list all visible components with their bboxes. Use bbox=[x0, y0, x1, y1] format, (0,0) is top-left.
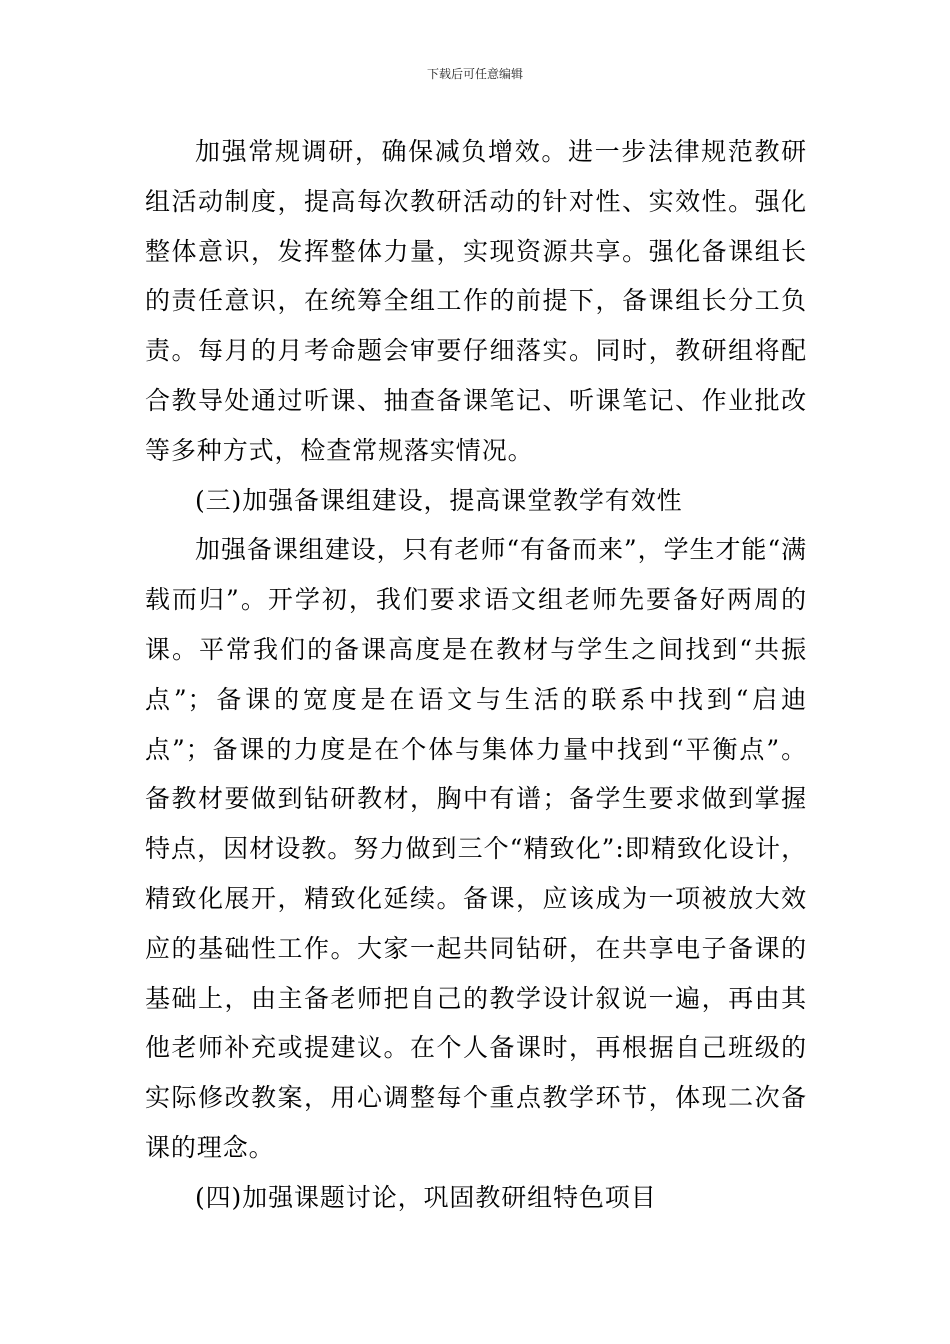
section-heading-three: (三)加强备课组建设，提高课堂教学有效性 bbox=[195, 485, 683, 515]
paragraph-lesson-prep: 加强备课组建设，只有老师“有备而来”，学生才能“满载而归”。开学初，我们要求语文组老师先要备好两周的课。平常我们的备课高度是在教材与学生之间找到“共振点”；备课的宽度是在语文与生活的联系中找到“启迪点”；备课的力度是在个体与集体力量中找到“平衡点”。备教材要做到钻研教材，胸中有谱；备学生要求做到掌握特点，因材设教。努力做到三个“精致化”:即精致化设计，精致化展开，精致化延续。备课，应该成为一项被放大效应的基础性工作。大家一起共同钻研，在共享电子备课的基础上，由主备老师把自己的教学设计叙说一遍，再由其他老师补充或提建议。在个人备课时，再根据自己班级的实际修改教案，用心调整每个重点教学环节，体现二次备课的理念。 bbox=[145, 535, 807, 1162]
document-body bbox=[145, 127, 807, 1223]
paragraph-routine-research: 加强常规调研，确保减负增效。进一步法律规范教研组活动制度，提高每次教研活动的针对性、实效性。强化整体意识，发挥整体力量，实现资源共享。强化备课组长的责任意识，在统筹全组工作的前提下，备课组长分工负责。每月的月考命题会审要仔细落实。同时，教研组将配合教导处通过听课、抽查备课笔记、听课笔记、作业批改等多种方式，检查常规落实情况。 bbox=[145, 137, 807, 465]
section-heading-four: (四)加强课题讨论，巩固教研组特色项目 bbox=[195, 1182, 657, 1212]
page-header: 下载后可任意编辑 bbox=[426, 67, 523, 81]
